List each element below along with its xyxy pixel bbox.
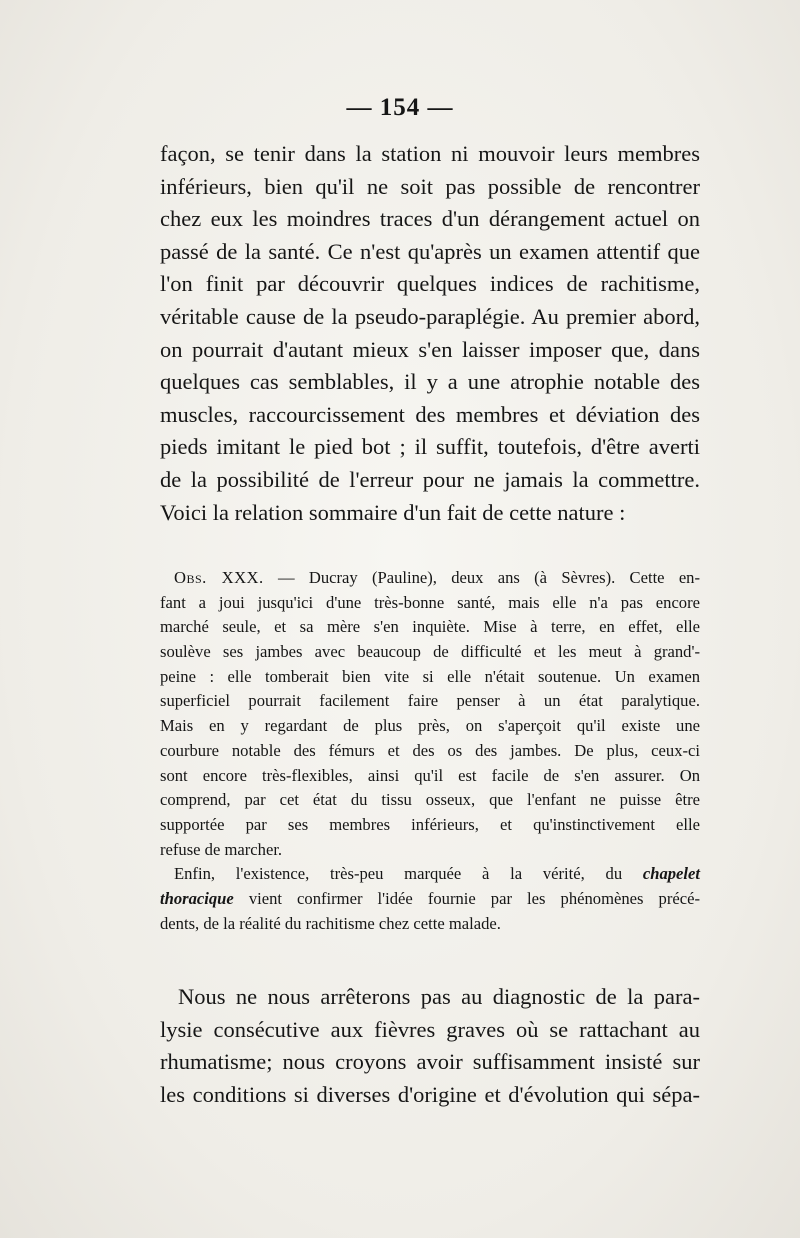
observation-first-line (160, 566, 700, 591)
text-line: pieds imitant le pied bot ; il suffit, toutefois, d'être averti (160, 434, 700, 460)
text-line: l'on finit par découvrir quelques indices de rachitisme, (160, 271, 700, 297)
observation-line: superficiel pourrait facilement faire penser à un état paralytique. (160, 691, 700, 711)
text-line: on pourrait d'autant mieux s'en laisser imposer que, dans (160, 336, 700, 362)
observation-line: fant a joui jusqu'ici d'une très-bonne santé, mais elle n'a pas encore (160, 592, 700, 612)
enfin-text: vient confirmer l'idée fournie par les phénomènes précé- (233, 888, 700, 908)
observation-line: courbure notable des fémurs et des os des jambes. De plus, ceux-ci (160, 740, 700, 760)
observation-block (160, 566, 700, 936)
text-line: rhumatisme; nous croyons avoir suffisamment insisté sur (160, 1049, 700, 1075)
text-line: passé de la santé. Ce n'est qu'après un examen attentif que (160, 238, 700, 264)
observation-line: marché seule, et sa mère s'en inquiète. Mise à terre, en effet, elle (160, 617, 700, 637)
text-line: Nous ne nous arrêterons pas au diagnostic de la para- (178, 984, 700, 1009)
observation-line: Mais en y regardant de plus près, on s'aperçoit qu'il existe une (160, 716, 700, 736)
text-line: les conditions si diverses d'origine et d'évolution qui sépa- (160, 1081, 700, 1107)
enfin-line-1 (160, 862, 700, 887)
text-line: muscles, raccourcissement des membres et déviation des (160, 401, 700, 427)
enfin-line-3: dents, de la réalité du rachitisme chez cette malade. (160, 913, 501, 933)
text-line: chez eux les moindres traces d'un dérangement actuel on (160, 206, 700, 232)
paragraph-1 (160, 138, 700, 529)
observation-first-line-text: — Ducray (Pauline), deux ans (à Sèvres). Cette en- (263, 568, 701, 587)
text-line: inférieurs, bien qu'il ne soit pas possible de rencontrer (160, 173, 700, 199)
observation-line: comprend, par cet état du tissu osseux, que l'enfant ne puisse être (160, 790, 700, 810)
observation-line: refuse de marcher. (160, 839, 283, 859)
italic-term: thoracique (160, 888, 234, 908)
observation-line: soulève ses jambes avec beaucoup de difficulté et les meut à grand'- (160, 642, 700, 662)
text-line: véritable cause de la pseudo-paraplégie. Au premier abord, (160, 303, 700, 329)
enfin-line-2 (160, 887, 700, 912)
observation-line: supportée par ses membres inférieurs, et qu'instinctivement elle (160, 814, 700, 834)
text-line: Voici la relation sommaire d'un fait de cette nature : (160, 499, 626, 525)
italic-term: chapelet (642, 864, 700, 884)
text-line: lysie consécutive aux fièvres graves où se rattachant au (160, 1016, 700, 1042)
observation-label: Obs. XXX. (174, 568, 264, 587)
paragraph-2 (160, 981, 700, 1111)
text-line: façon, se tenir dans la station ni mouvoir leurs membres (160, 141, 700, 166)
enfin-text: Enfin, l'existence, très-peu marquée à la vérité, du (174, 864, 643, 884)
observation-line: peine : elle tomberait bien vite si elle n'était soutenue. Un examen (160, 666, 700, 686)
text-line: quelques cas semblables, il y a une atrophie notable des (160, 369, 700, 395)
text-line: de la possibilité de l'erreur pour ne jamais la commettre. (160, 466, 700, 492)
observation-line: sont encore très-flexibles, ainsi qu'il est facile de s'en assurer. On (160, 765, 700, 785)
page-number-header: — 154 — (346, 94, 454, 121)
